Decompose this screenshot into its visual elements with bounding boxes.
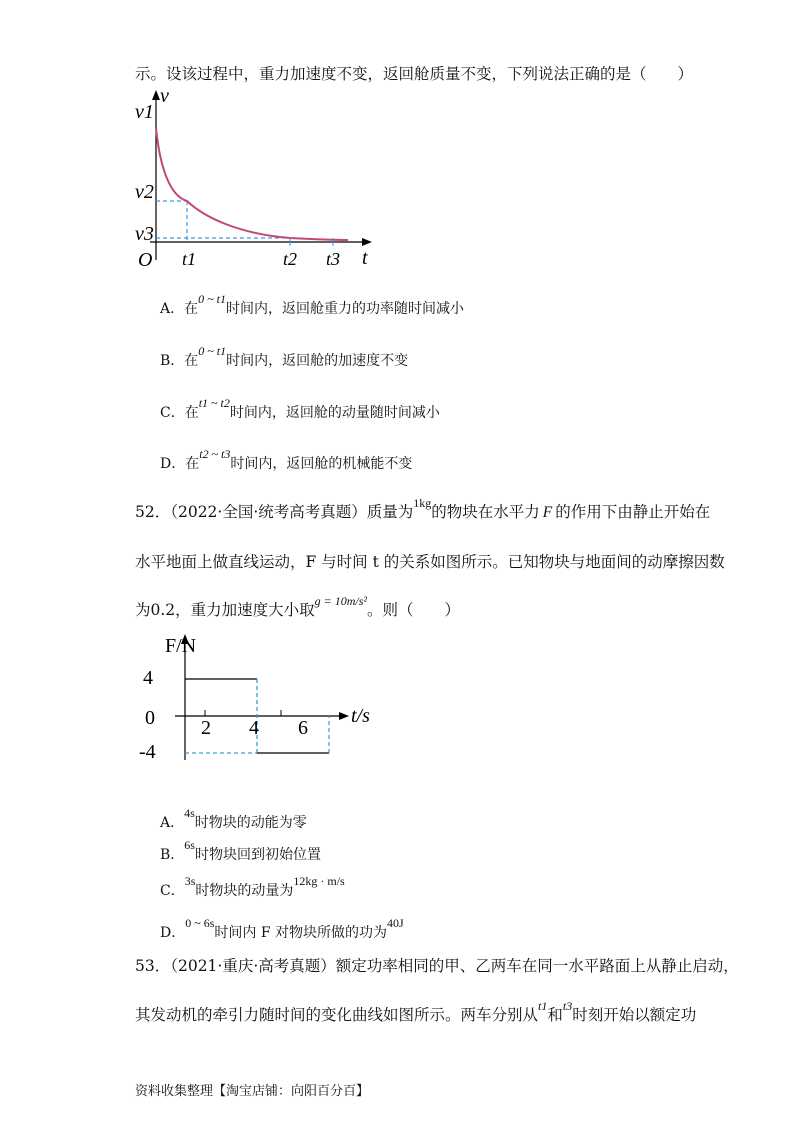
option-letter: B．: [160, 847, 185, 863]
option-text: 时间内，返回舱的机械能不变: [230, 456, 413, 472]
q53-t1: t1: [538, 999, 548, 1013]
q52-option-c[interactable]: [160, 874, 345, 900]
option-math-2: 40J: [387, 916, 404, 930]
q53-line-2: [135, 999, 697, 1025]
option-text: 时物块的动量为: [195, 883, 294, 899]
option-text: 时间内 F 对物块所做的功为: [214, 925, 388, 941]
option-c[interactable]: [160, 396, 440, 422]
origin-label: O: [138, 249, 153, 268]
q53-text: 时刻开始以额定功: [572, 1006, 697, 1024]
q53-text: 其发动机的牵引力随时间的变化曲线如图所示。两车分别从: [135, 1006, 539, 1024]
option-math: 6s: [184, 838, 195, 852]
x-tick-t1: t1: [182, 249, 197, 268]
q53-line-1: 53．（2021·重庆·高考真题）额定功率相同的甲、乙两车在同一水平路面上从静止启动，: [135, 957, 739, 975]
y-tick-v3: v3: [135, 223, 154, 245]
question-intro-line: 示。设该过程中，重力加速度不变，返回舱质量不变，下列说法正确的是（ ）: [135, 65, 694, 83]
option-letter: D．: [160, 456, 186, 472]
q52-option-b[interactable]: [160, 838, 321, 864]
q52-text: 。则（ ）: [367, 601, 461, 619]
option-b[interactable]: [160, 344, 409, 370]
option-prefix: 在: [184, 353, 199, 369]
option-d[interactable]: [160, 447, 413, 473]
option-prefix: 在: [184, 405, 199, 421]
option-math: t1 ~ t2: [198, 396, 230, 410]
x-tick-t3: t3: [326, 249, 341, 268]
option-math: 0 ~ 6s: [185, 916, 215, 930]
option-math: 0 ~ t1: [198, 292, 226, 306]
option-letter: C．: [160, 883, 185, 899]
option-math-2: 12kg · m/s: [293, 874, 345, 888]
footer-text: 资料收集整理【淘宝店铺：向阳百分百】: [135, 1084, 370, 1099]
option-a[interactable]: [160, 292, 464, 318]
q52-line-1: [135, 496, 711, 522]
q52-line-2: 水平地面上做直线运动，F 与时间 t 的关系如图所示。已知物块与地面间的动摩擦因数: [135, 553, 725, 571]
x-tick-2: 2: [201, 717, 211, 739]
q52-text: 的物块在水平力: [431, 503, 540, 521]
q52-mass: 1kg: [413, 496, 432, 510]
y-tick-0: 0: [145, 707, 155, 729]
option-prefix: 在: [185, 456, 200, 472]
y-tick-4: 4: [143, 667, 153, 689]
option-text: 时物块回到初始位置: [194, 847, 321, 863]
option-letter: A．: [160, 815, 185, 831]
option-text: 时物块的动能为零: [194, 815, 307, 831]
q52-text: 为0.2，重力加速度大小取: [135, 601, 315, 619]
option-math: 4s: [184, 806, 195, 820]
option-text: 时间内，返回舱重力的功率随时间减小: [225, 301, 464, 317]
option-letter: C．: [160, 405, 185, 421]
option-text: 时间内，返回舱的动量随时间减小: [229, 405, 440, 421]
y-tick-minus4: -4: [139, 741, 156, 763]
x-tick-6: 6: [298, 717, 308, 739]
y-tick-v2: v2: [135, 181, 154, 203]
q53-t3: t3: [562, 999, 573, 1013]
q52-force-symbol: F: [542, 504, 553, 521]
option-prefix: 在: [184, 301, 199, 317]
q52-text: 52．（2022·全国·统考高考真题）质量为: [135, 503, 414, 521]
option-math: 0 ~ t1: [198, 344, 227, 358]
x-axis-label: t/s: [351, 705, 370, 727]
q52-option-d[interactable]: [160, 916, 404, 942]
q52-line-3: [135, 594, 461, 620]
q52-option-a[interactable]: [160, 806, 307, 832]
x-tick-t2: t2: [283, 249, 298, 268]
y-axis-label: v: [160, 88, 169, 107]
option-math: 3s: [184, 874, 196, 888]
option-letter: D．: [160, 925, 186, 941]
option-letter: A．: [160, 301, 185, 317]
force-time-graph: [135, 630, 385, 770]
y-tick-v1: v1: [135, 101, 154, 123]
q52-gravity: g = 10m/s²: [314, 594, 368, 608]
y-axis-label: F/N: [165, 635, 197, 657]
option-text: 时间内，返回舱的加速度不变: [226, 353, 409, 369]
x-axis-label: t: [362, 247, 368, 268]
q53-text: 和: [547, 1006, 563, 1024]
option-math: t2 ~ t3: [199, 447, 231, 461]
option-letter: B．: [160, 353, 185, 369]
velocity-time-graph: [130, 88, 380, 268]
x-tick-4: 4: [249, 717, 259, 739]
q52-text: 的作用下由静止开始在: [555, 503, 711, 521]
